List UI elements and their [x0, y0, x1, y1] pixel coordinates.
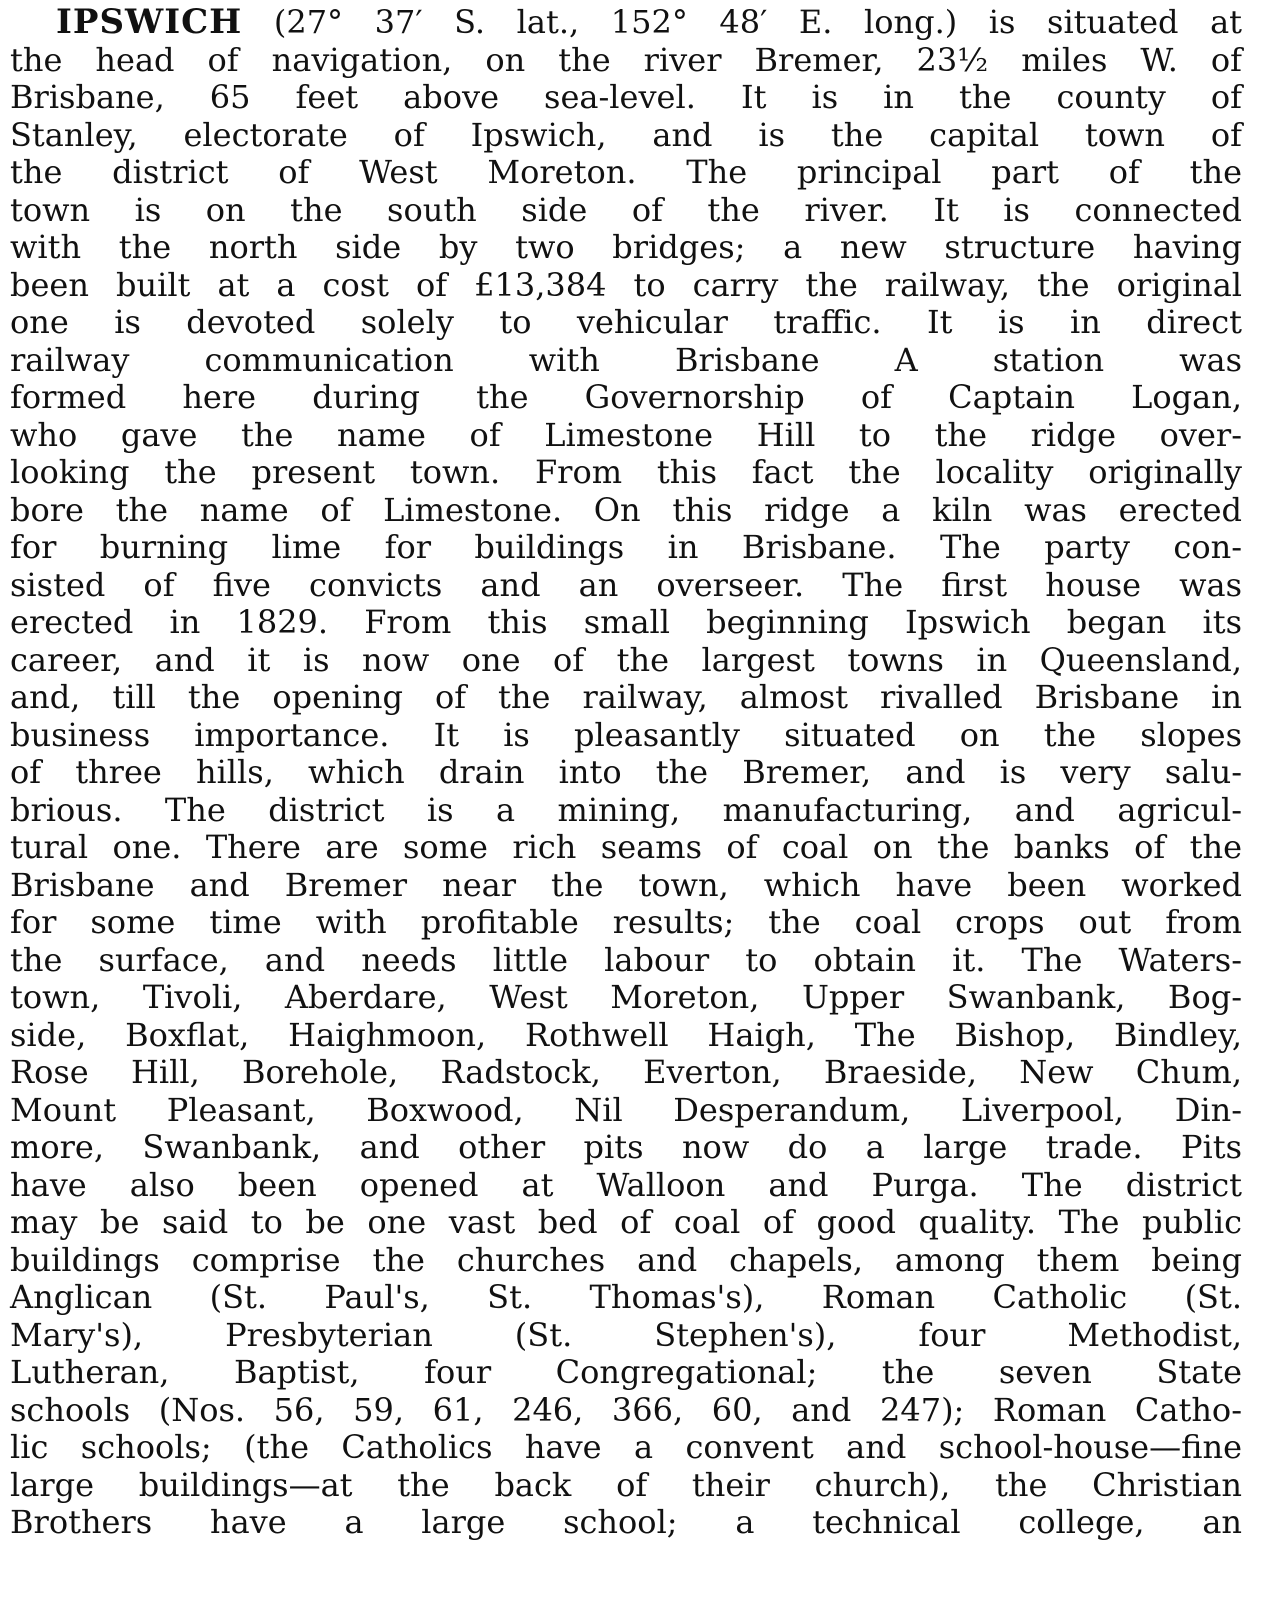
article-line-22: brious. The district is a mining, manufacturing, and agricul- [10, 790, 1242, 829]
article-line-38: schools (Nos. 56, 59, 61, 246, 366, 60, and 247); Roman Catho- [10, 1390, 1242, 1429]
article-line-30: Mount Pleasant, Boxwood, Nil Desperandum, Liverpool, Din- [10, 1090, 1242, 1129]
article-page [10, 4, 1242, 1542]
article-line-25: for some time with profitable results; the coal crops out from [10, 903, 1242, 941]
article-line-9: one is devoted solely to vehicular traffic. It is in direct [10, 303, 1242, 341]
article-line-21: of three hills, which drain into the Bremer, and is very salu- [10, 753, 1242, 791]
article-line-37: Lutheran, Baptist, four Congregational; the seven State [10, 1353, 1242, 1391]
article-line-36: Mary's), Presbyterian (St. Stephen's), four Methodist, [10, 1315, 1242, 1354]
article-line-19: and, till the opening of the railway, almost rivalled Brisbane in [10, 678, 1242, 716]
article-line-13: looking the present town. From this fact the locality originally [10, 453, 1242, 491]
article-line-14: bore the name of Limestone. On this ridge a kiln was erected [10, 490, 1242, 529]
article-line-8: been built at a cost of £13,384 to carry the railway, the original [10, 265, 1242, 304]
article-line-28: side, Boxflat, Haighmoon, Rothwell Haigh, The Bishop, Bindley, [10, 1015, 1242, 1054]
article-line-33: may be said to be one vast bed of coal of good quality. The public [10, 1203, 1242, 1241]
article-line-39: lic schools; (the Catholics have a convent and school-house—fine [10, 1428, 1242, 1466]
article-line-7: with the north side by two bridges; a new structure having [10, 228, 1242, 266]
article-line-31: more, Swanbank, and other pits now do a large trade. Pits [10, 1128, 1242, 1166]
article-first-line [10, 4, 1242, 42]
article-line-27: town, Tivoli, Aberdare, West Moreton, Upper Swanbank, Bog- [10, 978, 1242, 1016]
article-line-29: Rose Hill, Borehole, Radstock, Everton, Braeside, New Chum, [10, 1053, 1242, 1091]
article-line-4: Stanley, electorate of Ipswich, and is the capital town of [10, 115, 1242, 154]
article-headword: IPSWICH [56, 2, 243, 42]
article-line-40: large buildings—at the back of their church), the Christian [10, 1465, 1242, 1504]
article-line-5: the district of West Moreton. The principal part of the [10, 153, 1242, 191]
article-line-23: tural one. There are some rich seams of coal on the banks of the [10, 828, 1242, 866]
article-line-34: buildings comprise the churches and chapels, among them being [10, 1240, 1242, 1279]
article-line-20: business importance. It is pleasantly situated on the slopes [10, 715, 1242, 754]
article-line-17: erected in 1829. From this small beginning Ipswich began its [10, 603, 1242, 641]
article-line-1-text: (27° 37′ S. lat., 152° 48′ E. long.) is situated at [242, 3, 1242, 41]
article-line-10: railway communication with Brisbane A station was [10, 340, 1242, 379]
article-line-12: who gave the name of Limestone Hill to the ridge over- [10, 415, 1242, 454]
article-line-41: Brothers have a large school; a technical college, an [10, 1503, 1242, 1541]
article-line-15: for burning lime for buildings in Brisbane. The party con- [10, 528, 1242, 566]
article-line-35: Anglican (St. Paul's, St. Thomas's), Roman Catholic (St. [10, 1278, 1242, 1316]
article-line-3: Brisbane, 65 feet above sea-level. It is in the county of [10, 78, 1242, 116]
article-line-2: the head of navigation, on the river Bremer, 23½ miles W. of [10, 40, 1242, 79]
article-line-11: formed here during the Governorship of Captain Logan, [10, 378, 1242, 416]
article-line-24: Brisbane and Bremer near the town, which have been worked [10, 865, 1242, 904]
article-line-26: the surface, and needs little labour to obtain it. The Waters- [10, 940, 1242, 979]
article-line-16: sisted of five convicts and an overseer. The first house was [10, 565, 1242, 604]
article-line-32: have also been opened at Walloon and Purga. The district [10, 1165, 1242, 1204]
article-line-18: career, and it is now one of the largest towns in Queensland, [10, 640, 1242, 679]
article-line-6: town is on the south side of the river. It is connected [10, 190, 1242, 229]
